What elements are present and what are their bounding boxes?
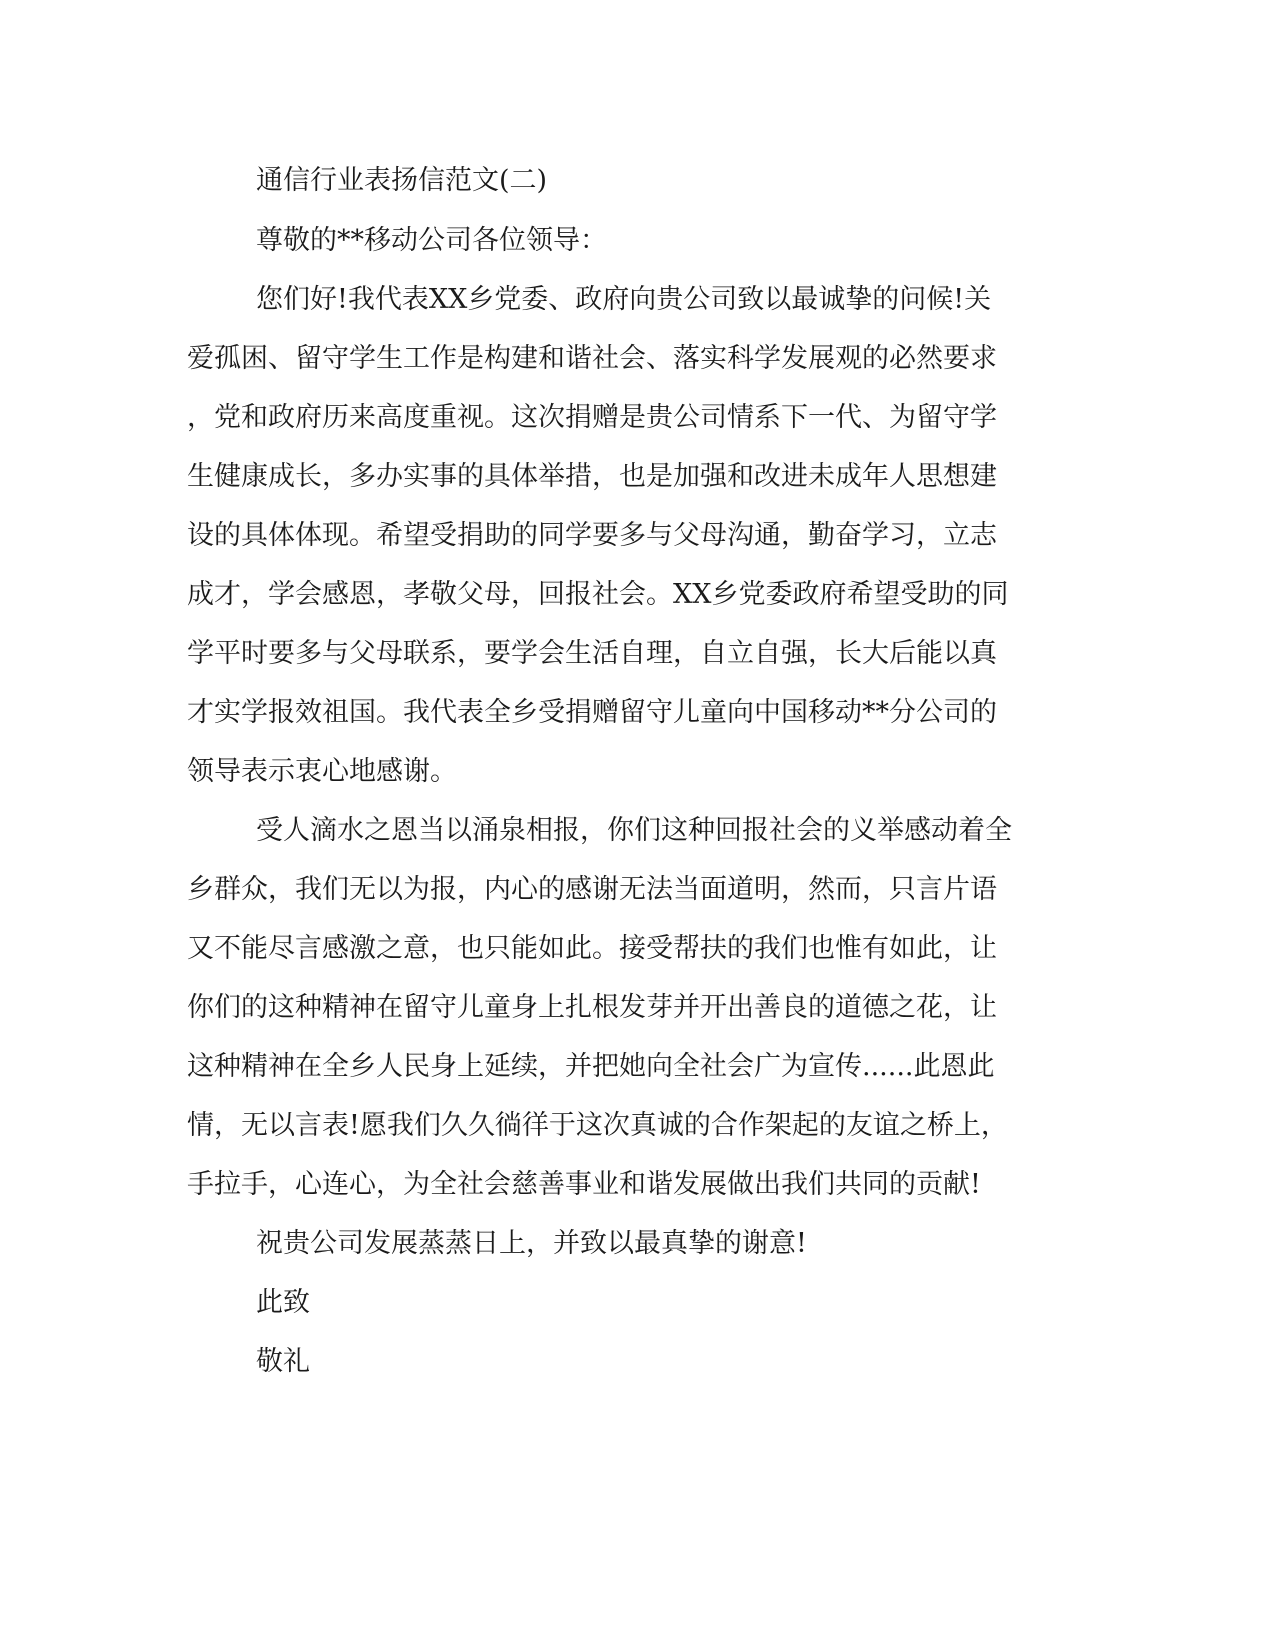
paragraph-line: 情，无以言表!愿我们久久徜徉于这次真诚的合作架起的友谊之桥上，	[187, 1110, 1008, 1141]
paragraph-line: 成才，学会感恩，孝敬父母，回报社会。XX乡党委政府希望受助的同	[187, 579, 1009, 610]
paragraph-line: 受人滴水之恩当以涌泉相报，你们这种回报社会的义举感动着全	[256, 815, 1012, 846]
paragraph-line: 你们的这种精神在留守儿童身上扎根发芽并开出善良的道德之花，让	[187, 992, 997, 1023]
paragraph-line: 又不能尽言感激之意，也只能如此。接受帮扶的我们也惟有如此，让	[187, 933, 997, 964]
paragraph-line: 您们好!我代表XX乡党委、政府向贵公司致以最诚挚的问候!关	[256, 284, 992, 315]
closing-cizhi: 此致	[256, 1287, 310, 1318]
paragraph-line: ，党和政府历来高度重视。这次捐赠是贵公司情系下一代、为留守学	[187, 402, 997, 433]
paragraph-line: 爱孤困、留守学生工作是构建和谐社会、落实科学发展观的必然要求	[187, 343, 997, 374]
document-title: 通信行业表扬信范文(二)	[256, 165, 548, 196]
paragraph-line: 领导表示衷心地感谢。	[187, 756, 457, 787]
paragraph-line: 生健康成长，多办实事的具体举措，也是加强和改进未成年人思想建	[187, 461, 997, 492]
paragraph-line: 乡群众，我们无以为报，内心的感谢无法当面道明，然而，只言片语	[187, 874, 997, 905]
closing-jingli: 敬礼	[256, 1346, 310, 1377]
paragraph-line: 手拉手，心连心，为全社会慈善事业和谐发展做出我们共同的贡献!	[187, 1169, 981, 1200]
salutation: 尊敬的**移动公司各位领导：	[256, 225, 607, 256]
paragraph-line: 这种精神在全乡人民身上延续，并把她向全社会广为宣传......此恩此	[187, 1051, 995, 1082]
paragraph-line: 设的具体体现。希望受捐助的同学要多与父母沟通，勤奋学习，立志	[187, 520, 997, 551]
paragraph-line: 才实学报效祖国。我代表全乡受捐赠留守儿童向中国移动**分公司的	[187, 697, 997, 728]
closing-wish: 祝贵公司发展蒸蒸日上，并致以最真挚的谢意!	[256, 1228, 807, 1259]
paragraph-line: 学平时要多与父母联系，要学会生活自理，自立自强，长大后能以真	[187, 638, 997, 669]
